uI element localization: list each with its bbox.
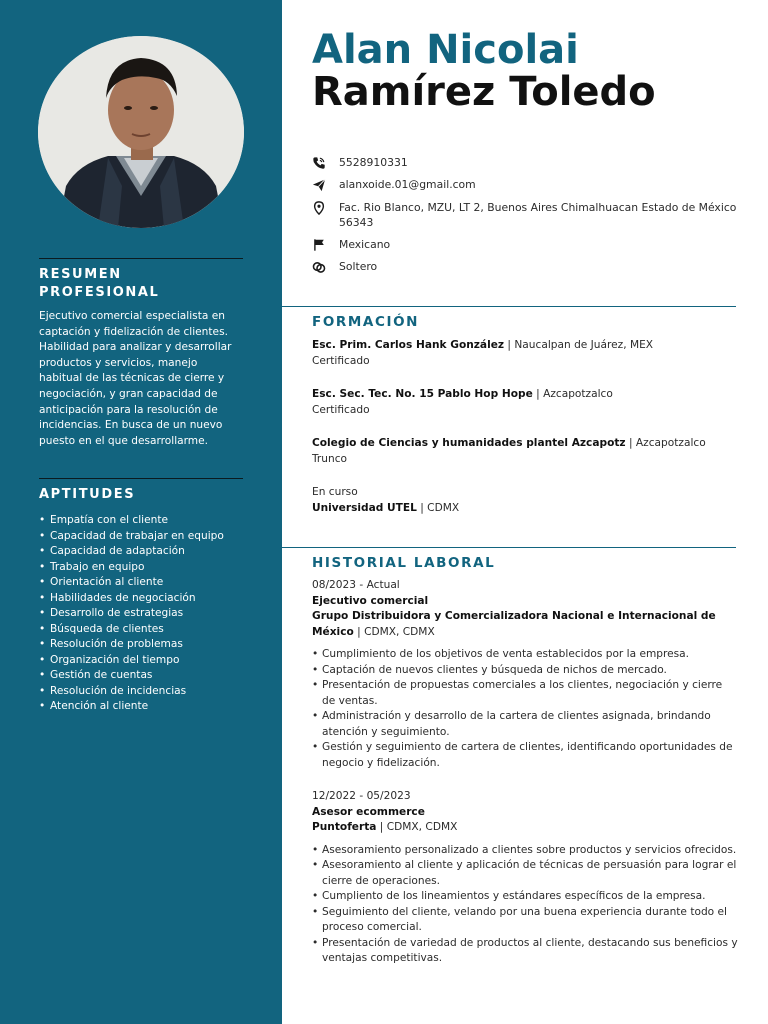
send-icon xyxy=(312,178,326,192)
summary-section xyxy=(39,258,243,449)
contact-address xyxy=(312,200,742,230)
education-status: En curso xyxy=(312,486,358,498)
work-divider xyxy=(282,547,736,548)
education-divider xyxy=(282,306,736,307)
job-bullet: • Administración y desarrollo de la cartera de clientes asignada, brindando atención y seguimiento. xyxy=(312,709,738,740)
rings-icon xyxy=(312,260,326,274)
skill-item: • Desarrollo de estrategias xyxy=(39,606,243,622)
skill-item: • Capacidad de trabajar en equipo xyxy=(39,529,243,545)
work-heading: HISTORIAL LABORAL xyxy=(312,555,496,571)
education-heading: FORMACIÓN xyxy=(312,314,420,330)
job-dates: 08/2023 - Actual xyxy=(312,579,400,591)
education-status: Certificado xyxy=(312,354,370,367)
job-bullet: • Gestión y seguimiento de cartera de clientes, identificando oportunidades de negocio y fidelización. xyxy=(312,740,738,771)
job-entry: 12/2022 - 05/2023 Asesor ecommerce Puntoferta | CDMX, CDMX • Asesoramiento personalizado a clientes sobre productos y servicios ofrecidos. • Asesoramiento al cliente y aplicación de técnicas de persuasión para lograr el cierre de operaciones. • Cumpliento de los lineamientos y estándares específicos de la empresa. • Seguimiento del cliente, velando por una buena experiencia durante todo el proceso comercial. • Presentación de variedad de productos al cliente, destacando sus beneficios y ventajas competitivas. xyxy=(312,789,738,967)
education-status: Trunco xyxy=(312,452,348,465)
job-company: Grupo Distribuidora y Comercializadora Nacional e Internacional de México xyxy=(312,610,716,638)
education-school: Colegio de Ciencias y humanidades plantel Azcapotz xyxy=(312,437,626,449)
job-dates: 12/2022 - 05/2023 xyxy=(312,790,411,802)
skill-item: • Búsqueda de clientes xyxy=(39,622,243,638)
job-bullet: • Asesoramiento al cliente y aplicación de técnicas de persuasión para lograr el cierre de operaciones. xyxy=(312,858,738,889)
last-name: Ramírez Toledo xyxy=(312,69,656,115)
job-role: Ejecutivo comercial xyxy=(312,594,429,607)
job-bullet: • Asesoramiento personalizado a clientes sobre productos y servicios ofrecidos. xyxy=(312,843,738,859)
education-item: Esc. Sec. Tec. No. 15 Pablo Hop Hope | Azcapotzalco Certificado xyxy=(312,387,738,418)
job-bullet: • Cumpliento de los lineamientos y estándares específicos de la empresa. xyxy=(312,889,738,905)
first-name: Alan Nicolai xyxy=(312,27,579,73)
skill-item: • Habilidades de negociación xyxy=(39,591,243,607)
skill-item: • Trabajo en equipo xyxy=(39,560,243,576)
flag-icon xyxy=(312,238,326,252)
summary-text: Ejecutivo comercial especialista en captación y fidelización de clientes. Habilidad para analizar y desarrollar productos y servicios, manejo habitual de las técnicas de cierre y negociación, y gran capacidad de anticipación para la resolución de incidencias. En busca de un nuevo puesto en el que desarrollarme. xyxy=(39,310,232,447)
skill-item: • Resolución de problemas xyxy=(39,637,243,653)
skills-divider xyxy=(39,478,243,479)
location-pin-icon xyxy=(312,201,326,215)
education-school: Esc. Sec. Tec. No. 15 Pablo Hop Hope xyxy=(312,388,533,400)
nationality-text: Mexicano xyxy=(339,238,391,251)
profile-photo-image xyxy=(38,36,244,228)
job-entry: 08/2023 - Actual Ejecutivo comercial Grupo Distribuidora y Comercializadora Nacional e Internacional de México | CDMX, CDMX • Cumplimiento de los objetivos de venta establecidos por la empresa. • Captación de nuevos clientes y búsqueda de nichos de mercado. • Presentación de propuestas comerciales a los clientes, negociación y cierre de ventas. • Administración y desarrollo de la cartera de clientes asignada, brindando atención y seguimiento. • Gestión y seguimiento de cartera de clientes, identificando oportunidades de negocio y fidelización. xyxy=(312,578,738,771)
summary-heading: RESUMEN PROFESIONAL xyxy=(39,267,160,300)
job-bullet: • Seguimiento del cliente, velando por una buena experiencia durante todo el proceso comercial. xyxy=(312,905,738,936)
skill-item: • Orientación al cliente xyxy=(39,575,243,591)
education-status: Certificado xyxy=(312,403,370,416)
contact-email xyxy=(312,177,742,192)
skills-list xyxy=(39,513,243,715)
skill-item: • Resolución de incidencias xyxy=(39,684,243,700)
job-bullet: • Captación de nuevos clientes y búsqueda de nichos de mercado. xyxy=(312,663,738,679)
education-location: CDMX xyxy=(427,501,460,514)
job-role: Asesor ecommerce xyxy=(312,805,425,818)
job-bullets xyxy=(312,647,738,771)
education-item: En curso Universidad UTEL | CDMX xyxy=(312,485,738,516)
sidebar xyxy=(0,0,282,1024)
job-bullet: • Cumplimiento de los objetivos de venta establecidos por la empresa. xyxy=(312,647,738,663)
profile-photo xyxy=(38,36,244,228)
job-location: CDMX, CDMX xyxy=(386,821,458,833)
job-company: Puntoferta xyxy=(312,821,377,833)
skill-item: • Capacidad de adaptación xyxy=(39,544,243,560)
education-location: Naucalpan de Juárez, MEX xyxy=(514,339,654,351)
main-content xyxy=(282,0,768,1024)
phone-text: 5528910331 xyxy=(339,156,408,169)
education-item: Colegio de Ciencias y humanidades plantel Azcapotz | Azcapotzalco Trunco xyxy=(312,436,738,467)
summary-divider xyxy=(39,258,243,259)
skills-heading: APTITUDES xyxy=(39,487,136,502)
education-school: Esc. Prim. Carlos Hank González xyxy=(312,339,505,351)
skill-item: • Gestión de cuentas xyxy=(39,668,243,684)
email-text: alanxoide.01@gmail.com xyxy=(339,178,476,191)
marital-status-text: Soltero xyxy=(339,260,378,273)
skill-item: • Empatía con el cliente xyxy=(39,513,243,529)
skills-section xyxy=(39,478,243,715)
skill-item: • Atención al cliente xyxy=(39,699,243,715)
contact-marital-status xyxy=(312,259,742,274)
skill-item: • Organización del tiempo xyxy=(39,653,243,669)
job-bullets xyxy=(312,843,738,967)
education-location: Azcapotzalco xyxy=(635,437,706,449)
phone-icon xyxy=(312,156,326,170)
education-item: Esc. Prim. Carlos Hank González | Naucalpan de Juárez, MEX Certificado xyxy=(312,338,738,369)
education-location: Azcapotzalco xyxy=(543,388,613,400)
education-school: Universidad UTEL xyxy=(312,501,417,514)
job-bullet: • Presentación de propuestas comerciales a los clientes, negociación y cierre de ventas. xyxy=(312,678,738,709)
job-bullet: • Presentación de variedad de productos al cliente, destacando sus beneficios y ventajas competitivas. xyxy=(312,936,738,967)
contact-nationality xyxy=(312,237,742,252)
address-text: Fac. Rio Blanco, MZU, LT 2, Buenos Aires Chimalhuacan Estado de México 56343 xyxy=(339,201,737,229)
contact-phone xyxy=(312,155,742,170)
job-location: CDMX, CDMX xyxy=(364,625,435,638)
